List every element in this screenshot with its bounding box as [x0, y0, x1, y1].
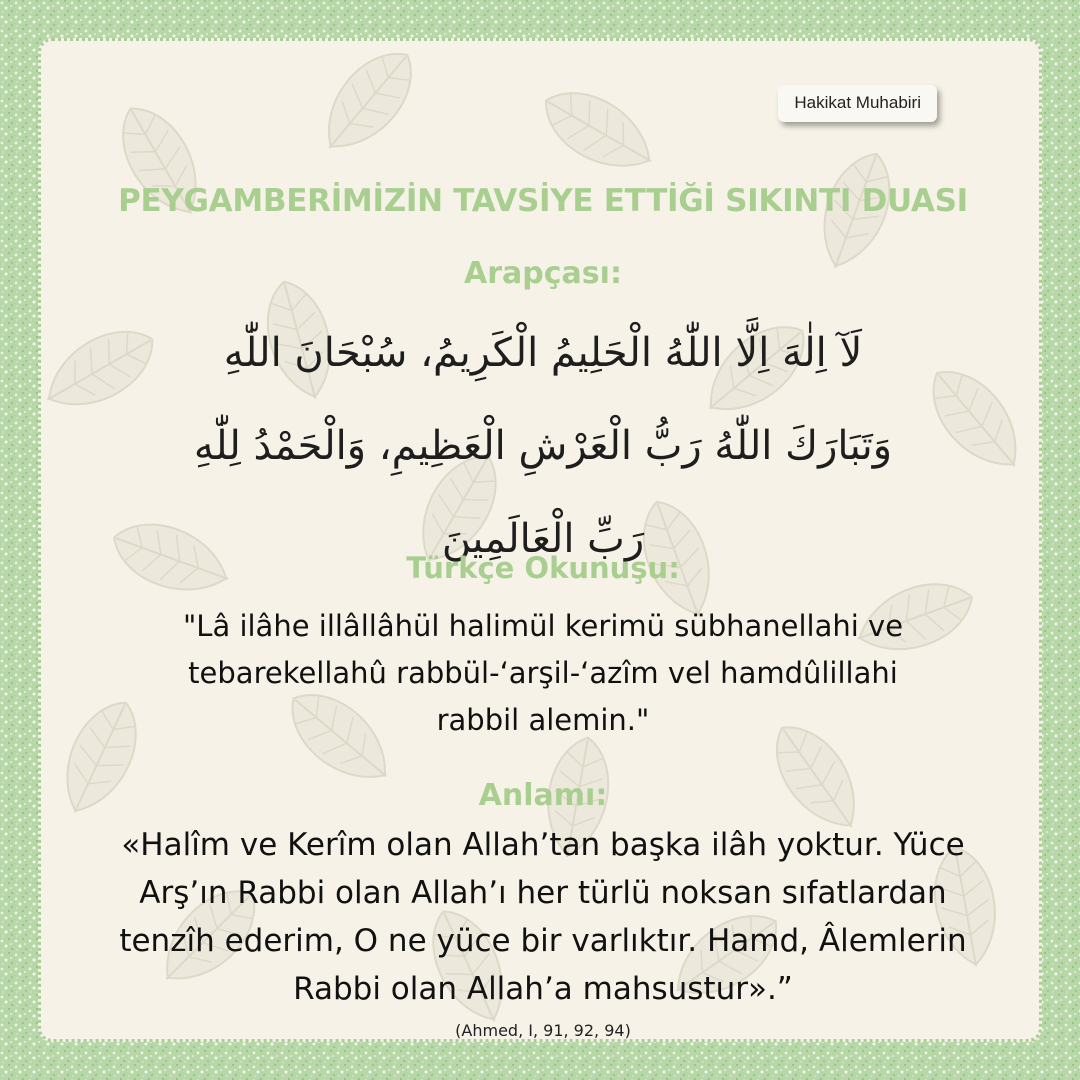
- reading-heading: Türkçe Okunuşu:: [406, 551, 680, 585]
- brand-badge: [778, 85, 937, 122]
- meaning-heading: Anlamı:: [478, 778, 608, 813]
- transliteration-text: [81, 603, 1005, 744]
- meaning-line: «Halîm ve Kerîm olan Allah’tan başka ilâh yoktur. Yüce: [121, 827, 965, 863]
- arabic-line: رَبِّ الْعَالَمِينَ: [441, 516, 645, 562]
- meaning-line: Rabbi olan Allah’a mahsustur».”: [293, 971, 793, 1007]
- transliteration-line: rabbil alemin.": [436, 703, 650, 737]
- arabic-text: [121, 307, 965, 586]
- transliteration-line: "Lâ ilâhe illâllâhül halimül kerimü sübhanellahi ve: [182, 609, 904, 643]
- content-card: [38, 38, 1042, 1042]
- meaning-line: Arş’ın Rabbi olan Allah’ı her türlü noksan sıfatlardan: [139, 875, 947, 911]
- arabic-heading: Arapçası:: [464, 256, 622, 291]
- meaning-text: [61, 821, 1025, 1013]
- arabic-line: لَآ اِلٰهَ اِلَّا اللّٰهُ الْحَلِيمُ الْكَرِيمُ، سُبْحَانَ اللّٰهِ: [223, 330, 863, 376]
- meaning-line: tenzîh ederim, O ne yüce bir varlıktır. Hamd, Âlemlerin: [119, 923, 967, 959]
- arabic-line: وَتَبَارَكَ اللّٰهُ رَبُّ الْعَرْشِ الْعَظِيمِ، وَالْحَمْدُ لِلّٰهِ: [193, 423, 893, 469]
- brand-badge-label: Hakikat Muhabiri: [794, 93, 921, 112]
- transliteration-line: tebarekellahû rabbül-‘arşil-‘azîm vel hamdûlillahi: [188, 656, 898, 690]
- source-citation: (Ahmed, I, 91, 92, 94): [455, 1021, 631, 1040]
- page-title: PEYGAMBERİMİZİN TAVSİYE ETTİĞİ SIKINTI DUASI: [118, 183, 968, 219]
